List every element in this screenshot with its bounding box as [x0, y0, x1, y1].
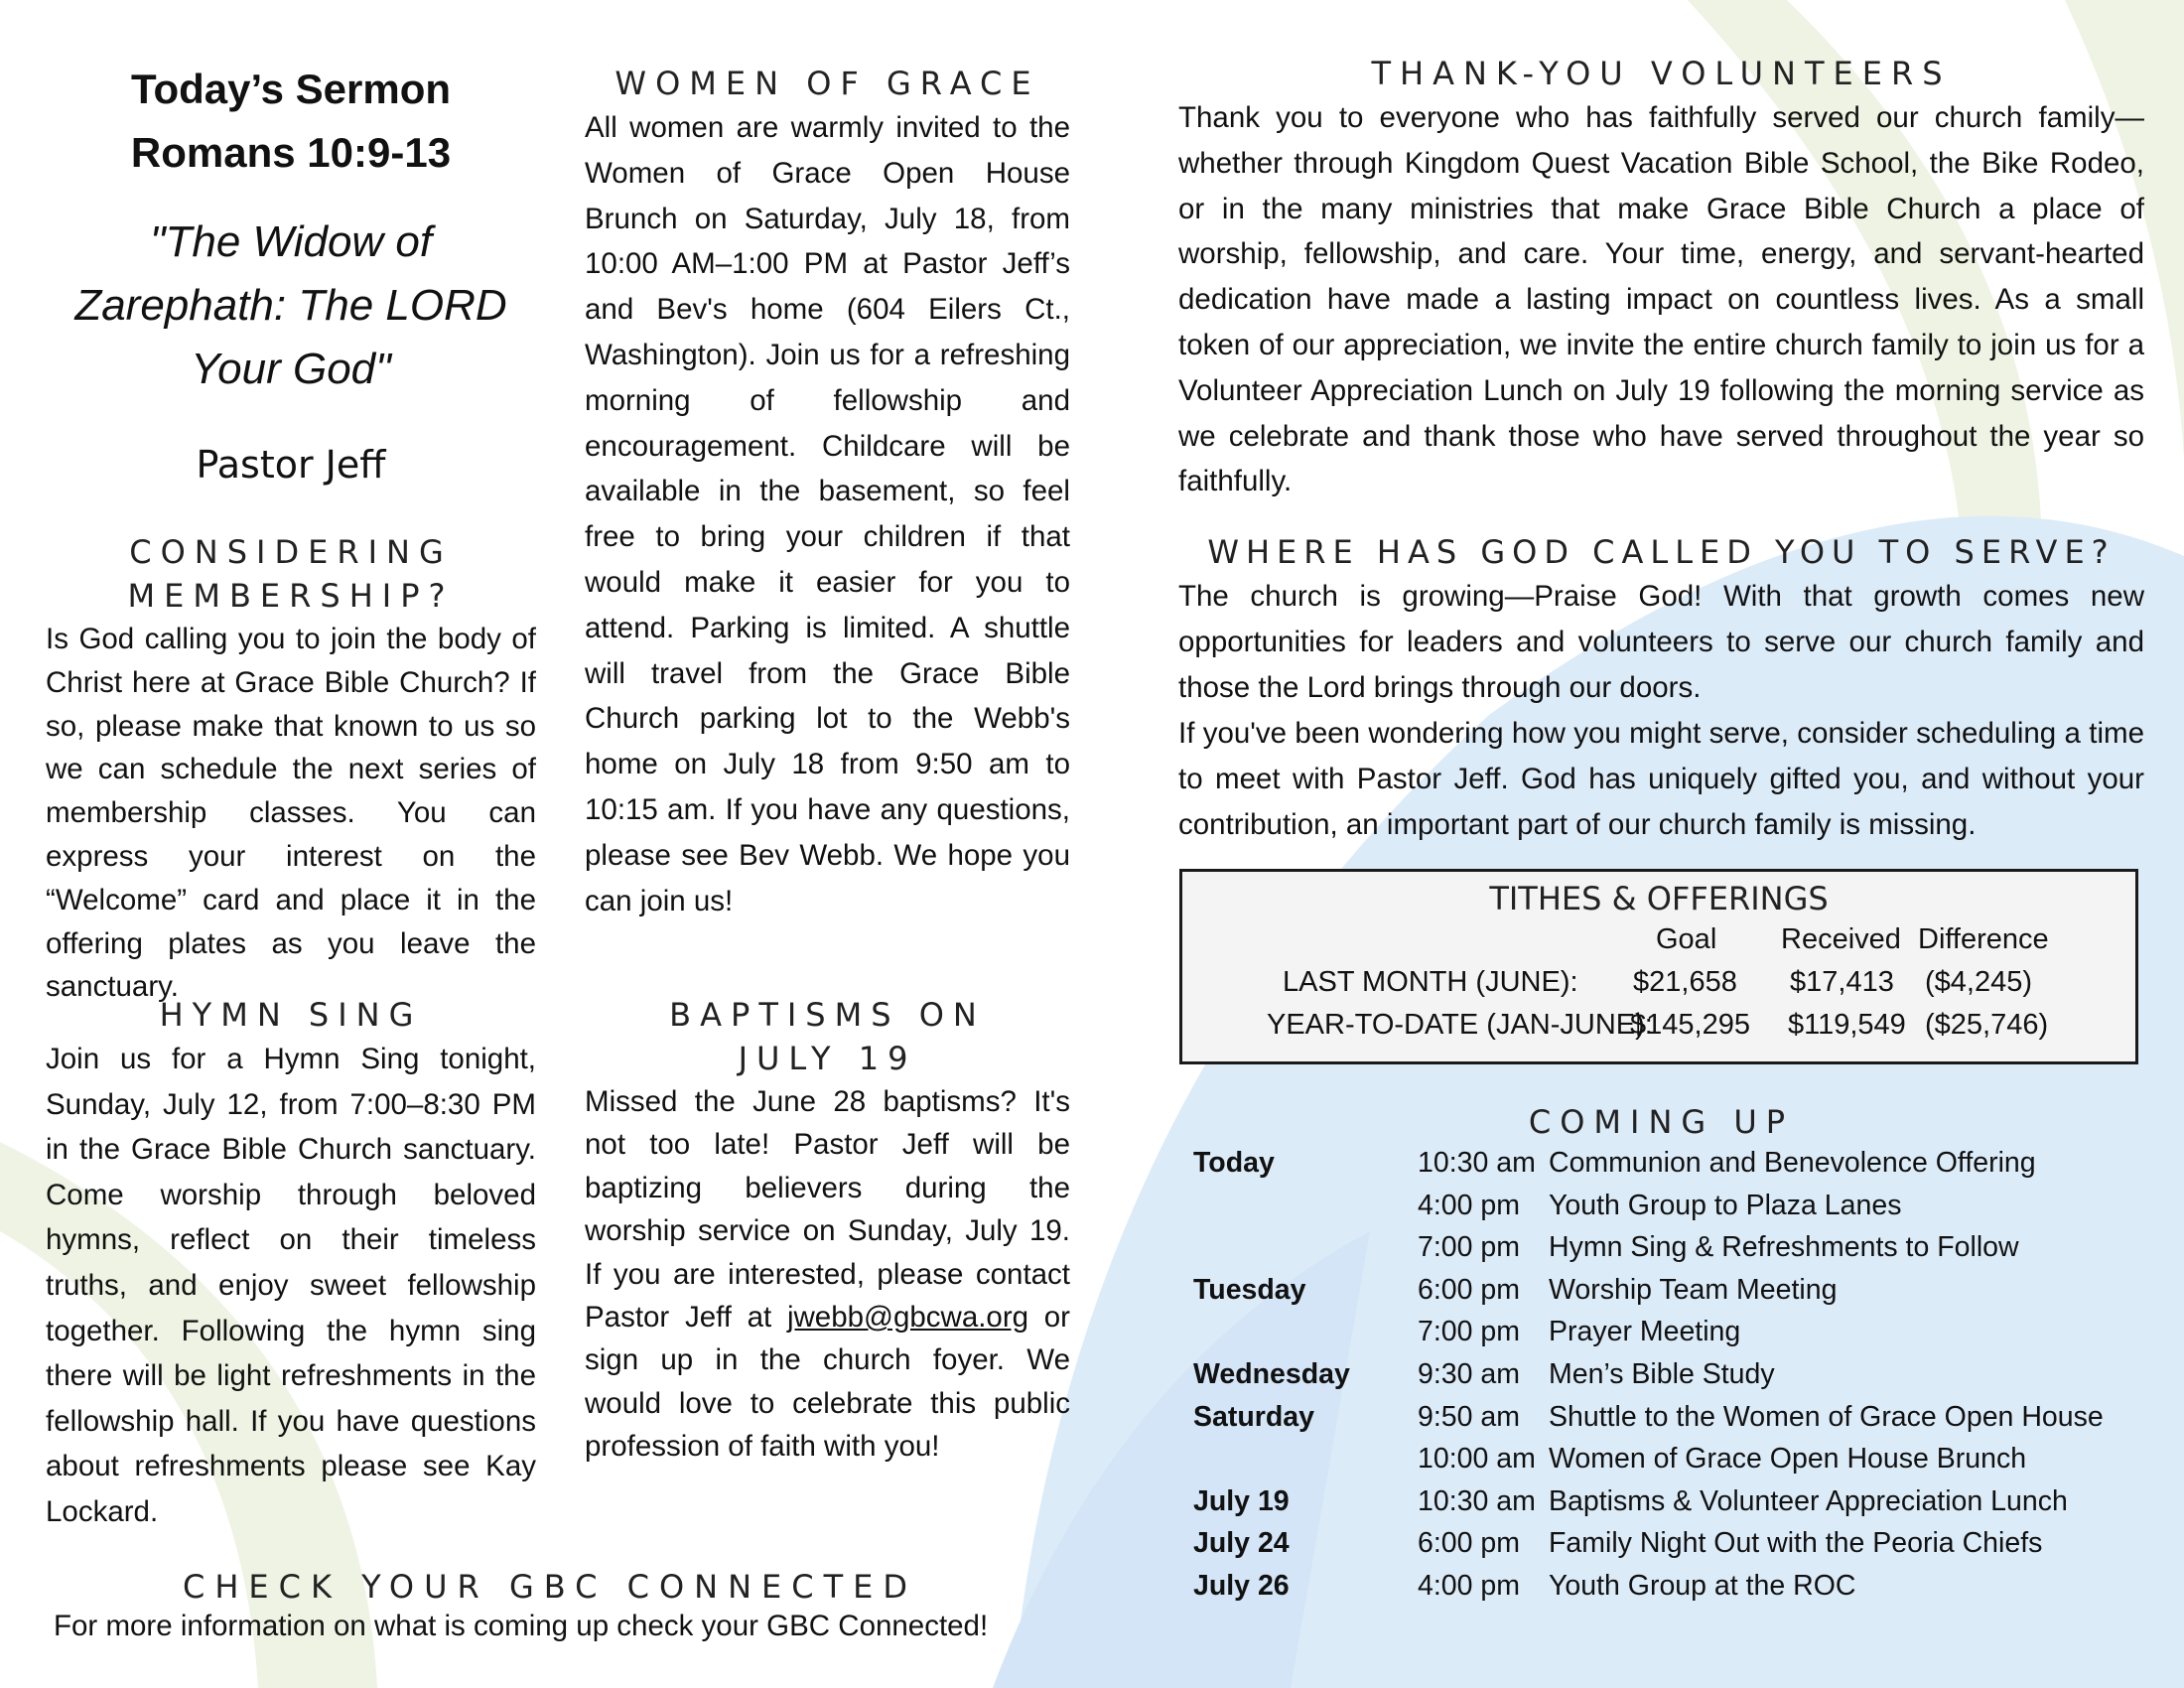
baptisms-section	[585, 993, 1070, 1469]
coming-up-event: Prayer Meeting	[1549, 1316, 1741, 1348]
serve-para1: The church is growing—Praise God! With that growth comes new opportunities for leaders and volunteers to serve our church family and those the Lord brings through our doors.	[1178, 580, 2144, 704]
tithes-row-goal: $21,658	[1633, 966, 1737, 998]
coming-up-section	[1178, 1100, 2144, 1144]
sermon-section	[46, 58, 536, 487]
coming-up-day: July 19	[1193, 1484, 1290, 1517]
coming-up-time: 10:00 am	[1418, 1443, 1536, 1476]
serve-para2: If you've been wondering how you might serve, consider scheduling a time to meet with Pastor Jeff. God has uniquely gifted you, and without your contribution, an important part of our church family is missing.	[1178, 717, 2144, 841]
baptisms-email-link[interactable]: jwebb@gbcwa.org	[786, 1301, 1029, 1335]
coming-up-event: Men’s Bible Study	[1549, 1358, 1775, 1390]
tithes-row-difference: ($25,746)	[1925, 1009, 2049, 1041]
baptisms-body-before: Missed the June 28 baptisms? It's not too late! Pastor Jeff will be baptizing believers during the worship service on Sunday, July 19. If you are interested, please contact Pastor Jeff at	[585, 1085, 1070, 1335]
coming-up-time: 6:00 pm	[1418, 1527, 1520, 1560]
volunteers-heading: THANK-YOU VOLUNTEERS	[1371, 55, 1952, 92]
tithes-offerings-box	[1179, 869, 2138, 1064]
coming-up-time: 4:00 pm	[1418, 1189, 1520, 1221]
coming-up-time: 4:00 pm	[1418, 1570, 1520, 1602]
gbc-connected-heading: CHECK YOUR GBC CONNECTED	[183, 1568, 918, 1606]
tithes-col-received: Received	[1781, 923, 1901, 955]
gbc-connected-body: For more information on what is coming up check your GBC Connected!	[54, 1610, 989, 1642]
volunteers-section	[1178, 52, 2144, 504]
coming-up-time: 10:30 am	[1418, 1147, 1536, 1179]
coming-up-day: Tuesday	[1193, 1273, 1306, 1306]
coming-up-event: Worship Team Meeting	[1549, 1273, 1838, 1306]
coming-up-event: Youth Group at the ROC	[1549, 1570, 1856, 1602]
tithes-title: TITHES & OFFERINGS	[1489, 880, 1829, 917]
baptisms-heading-line1: BAPTISMS ON	[669, 996, 986, 1034]
sermon-pastor: Pastor Jeff	[196, 443, 386, 487]
coming-up-time: 9:30 am	[1418, 1358, 1520, 1390]
hymn-sing-body: Join us for a Hymn Sing tonight, Sunday, July 12, from 7:00–8:30 PM in the Grace Bible Church sanctuary. Come worship through beloved hymns, reflect on their timeless truths, and enjoy sweet fellowship together. Following the hymn sing there will be light refreshments in the fellowship hall. If you have questions about refreshments please see Kay Lockard.	[46, 1043, 536, 1528]
coming-up-time: 9:50 am	[1418, 1400, 1520, 1433]
coming-up-event: Hymn Sing & Refreshments to Follow	[1549, 1231, 2019, 1264]
women-of-grace-body: All women are warmly invited to the Women of Grace Open House Brunch on Saturday, July 18, from 10:00 AM–1:00 PM at Pastor Jeff’s and Bev's home (604 Eilers Ct., Washington). Join us for a refreshing morning of fellowship and encouragement. Childcare will be available in the basement, so feel free to bring your children if that would make it easier for you to attend. Parking is limited. A shuttle will travel from the Grace Bible Church parking lot to the Webb's home on July 18 from 9:50 am to 10:15 am. If you have any questions, please see Bev Webb. We hope you can join us!	[585, 111, 1070, 917]
coming-up-list	[1193, 1147, 2146, 1623]
hymn-sing-heading: HYMN SING	[159, 996, 423, 1034]
baptisms-heading-line2: JULY 19	[738, 1040, 917, 1077]
tithes-row-difference: ($4,245)	[1925, 966, 2033, 998]
tithes-row-label: LAST MONTH (JUNE):	[1283, 966, 1578, 998]
tithes-row-received: $17,413	[1790, 966, 1894, 998]
women-of-grace-section	[585, 62, 1070, 923]
coming-up-event: Shuttle to the Women of Grace Open House	[1549, 1400, 2104, 1433]
tithes-row-label: YEAR-TO-DATE (JAN-JUNE):	[1267, 1009, 1653, 1041]
sermon-title: "The Widow of Zarephath: The LORD Your God"	[74, 217, 507, 393]
coming-up-event: Communion and Benevolence Offering	[1549, 1147, 2036, 1179]
tithes-row-received: $119,549	[1788, 1009, 1906, 1041]
coming-up-time: 7:00 pm	[1418, 1316, 1520, 1348]
sermon-heading-line1: Today’s Sermon	[130, 66, 452, 112]
gbc-connected-section	[46, 1565, 1028, 1644]
tithes-col-difference: Difference	[1918, 923, 2049, 955]
coming-up-day: Wednesday	[1193, 1358, 1350, 1390]
membership-section	[46, 530, 536, 1009]
serve-section	[1178, 530, 2144, 848]
coming-up-heading: COMING UP	[1528, 1103, 1795, 1141]
coming-up-day: Today	[1193, 1147, 1275, 1179]
blue-leaf-vein	[1102, 1112, 1122, 1132]
membership-body: Is God calling you to join the body of Christ here at Grace Bible Church? If so, please make that known to us so we can schedule the next series of membership classes. You can express your interest on the “Welcome” card and place it in the offering plates as you leave the sanctuary.	[46, 623, 536, 1004]
tithes-col-goal: Goal	[1656, 923, 1717, 955]
membership-heading-line2: MEMBERSHIP?	[127, 577, 455, 615]
coming-up-time: 6:00 pm	[1418, 1273, 1520, 1306]
serve-heading: WHERE HAS GOD CALLED YOU TO SERVE?	[1207, 533, 2116, 571]
coming-up-event: Women of Grace Open House Brunch	[1549, 1443, 2027, 1476]
tithes-row-goal: $145,295	[1630, 1009, 1750, 1041]
coming-up-time: 10:30 am	[1418, 1484, 1536, 1517]
coming-up-event: Family Night Out with the Peoria Chiefs	[1549, 1527, 2043, 1560]
volunteers-body: Thank you to everyone who has faithfully served our church family—whether through Kingdom Quest Vacation Bible School, the Bike Rodeo, or in the many ministries that make Grace Bible Church a place of worship, fellowship, and care. Your time, energy, and servant-hearted dedication have made a lasting impact on countless lives. As a small token of our appreciation, we invite the entire church family to join us for a Volunteer Appreciation Lunch on July 19 following the morning service as we celebrate and thank those who have served throughout the year so faithfully.	[1178, 101, 2144, 498]
coming-up-day: July 24	[1193, 1527, 1290, 1560]
coming-up-event: Youth Group to Plaza Lanes	[1549, 1189, 1902, 1221]
baptisms-body-after: or sign up in the church foyer. We would love to celebrate this public profession of faith with you!	[585, 1301, 1070, 1464]
sermon-heading-line2: Romans 10:9-13	[130, 129, 452, 176]
baptisms-body	[585, 1080, 1070, 1469]
coming-up-day: Saturday	[1193, 1400, 1314, 1433]
coming-up-time: 7:00 pm	[1418, 1231, 1520, 1264]
membership-heading-line1: CONSIDERING	[129, 533, 453, 571]
coming-up-event: Baptisms & Volunteer Appreciation Lunch	[1549, 1484, 2068, 1517]
women-of-grace-heading: WOMEN OF GRACE	[614, 65, 1040, 102]
coming-up-day: July 26	[1193, 1570, 1290, 1602]
hymn-sing-section	[46, 993, 536, 1535]
